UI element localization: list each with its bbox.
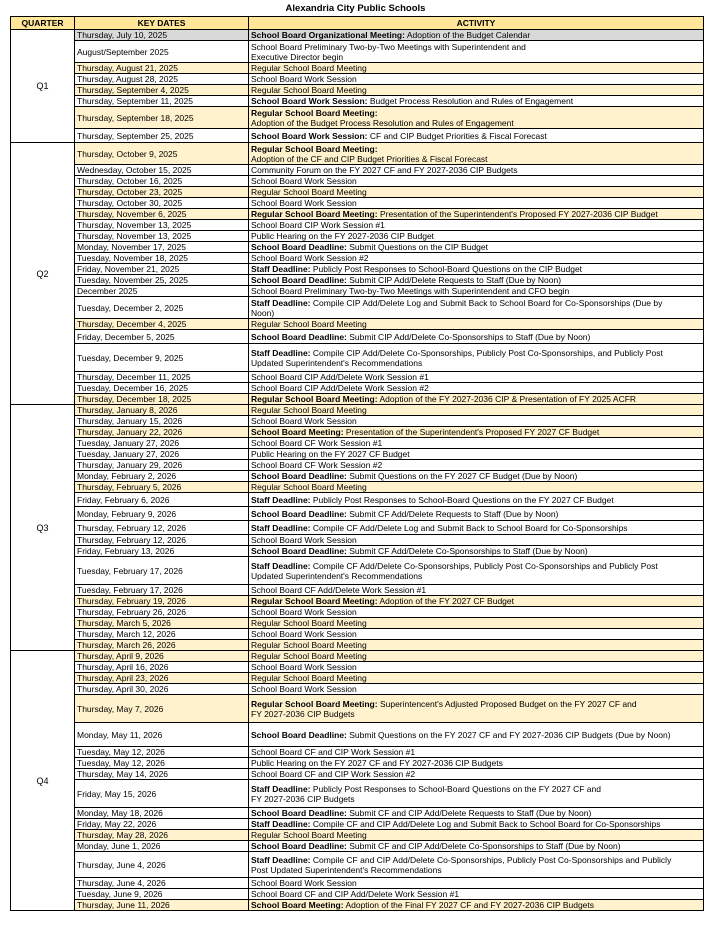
key-date-cell: Thursday, January 15, 2026 — [75, 416, 249, 427]
activity-cell: Regular School Board Meeting: Adoption of the CF and CIP Budget Priorities & Fiscal Forecast — [249, 143, 704, 165]
activity-cell: Regular School Board Meeting — [249, 63, 704, 74]
activity-cell: School Board CF Work Session #1 — [249, 438, 704, 449]
activity-cell: School Board Work Session — [249, 198, 704, 209]
key-date-cell: Monday, June 1, 2026 — [75, 841, 249, 852]
table-row — [11, 673, 704, 684]
key-date-cell: Tuesday, November 18, 2025 — [75, 253, 249, 264]
activity-cell: Staff Deadline: Compile CF and CIP Add/Delete Co-Sponsorships, Publicly Post Co-Sponsorships and Publicly Post Updated Superintendent's Recommendations — [249, 852, 704, 878]
table-row — [11, 780, 704, 808]
key-date-cell: Thursday, October 16, 2025 — [75, 176, 249, 187]
key-date-cell: Thursday, September 25, 2025 — [75, 129, 249, 143]
activity-label: Staff Deadline: — [251, 347, 311, 358]
activity-cell: School Board Deadline: Submit Questions on the FY 2027 CF and FY 2027-2036 CIP Budgets (Due by Noon) — [249, 723, 704, 747]
table-row — [11, 640, 704, 651]
table-row — [11, 830, 704, 841]
activity-label: School Board Deadline: — [251, 242, 347, 252]
table-row — [11, 286, 704, 297]
table-row — [11, 852, 704, 878]
table-row — [11, 416, 704, 427]
activity-cell: Public Hearing on the FY 2027-2036 CIP Budget — [249, 231, 704, 242]
key-date-cell: Tuesday, January 27, 2026 — [75, 449, 249, 460]
activity-label: Regular School Board Meeting: — [251, 143, 378, 154]
table-row — [11, 482, 704, 493]
activity-label: Regular School Board Meeting: — [251, 394, 378, 404]
key-date-cell: Tuesday, February 17, 2026 — [75, 557, 249, 585]
key-date-cell: Thursday, February 5, 2026 — [75, 482, 249, 493]
activity-cell: Regular School Board Meeting: Presentation of the Superintendent's Proposed FY 2027-2036 CIP Budget — [249, 209, 704, 220]
key-date-cell: Thursday, August 21, 2025 — [75, 63, 249, 74]
activity-label: Staff Deadline: — [251, 494, 311, 505]
table-row — [11, 585, 704, 596]
key-date-cell: Monday, May 18, 2026 — [75, 808, 249, 819]
activity-cell: Staff Deadline: Publicly Post Responses to School-Board Questions on the CIP Budget — [249, 264, 704, 275]
quarter-label: Q3 — [11, 405, 75, 651]
activity-cell: School Board Deadline: Submit CIP Add/Delete Requests to Staff (Due by Noon) — [249, 275, 704, 286]
key-date-cell: Friday, February 6, 2026 — [75, 493, 249, 507]
activity-label: Staff Deadline: — [251, 560, 311, 571]
table-row — [11, 900, 704, 911]
table-row — [11, 30, 704, 41]
table-row — [11, 521, 704, 535]
activity-label: Staff Deadline: — [251, 297, 311, 308]
header-quarter: QUARTER — [11, 17, 75, 30]
activity-cell: School Board Meeting: Presentation of the Superintendent's Proposed FY 2027 CF Budget — [249, 427, 704, 438]
key-date-cell: Thursday, March 26, 2026 — [75, 640, 249, 651]
table-row — [11, 143, 704, 165]
table-row — [11, 747, 704, 758]
activity-cell: School Board Work Session: CF and CIP Budget Priorities & Fiscal Forecast — [249, 129, 704, 143]
activity-cell: School Board CF and CIP Add/Delete Work Session #1 — [249, 889, 704, 900]
table-row — [11, 165, 704, 176]
key-date-cell: Thursday, September 4, 2025 — [75, 85, 249, 96]
activity-cell: School Board Work Session — [249, 416, 704, 427]
key-date-cell: Tuesday, May 12, 2026 — [75, 747, 249, 758]
activity-cell: Regular School Board Meeting — [249, 482, 704, 493]
activity-label: School Board Deadline: — [251, 508, 347, 519]
activity-cell: School Board Work Session — [249, 629, 704, 640]
key-date-cell: Thursday, April 30, 2026 — [75, 684, 249, 695]
activity-cell: School Board CF and CIP Work Session #2 — [249, 769, 704, 780]
activity-cell: School Board Meeting: Adoption of the Final FY 2027 CF and FY 2027-2036 CIP Budgets — [249, 900, 704, 911]
table-row — [11, 557, 704, 585]
table-row — [11, 427, 704, 438]
key-date-cell: Thursday, March 12, 2026 — [75, 629, 249, 640]
activity-label: Staff Deadline: — [251, 854, 311, 865]
activity-cell: Public Hearing on the FY 2027 CF and FY 2027-2036 CIP Budgets — [249, 758, 704, 769]
activity-label: School Board Work Session: — [251, 130, 368, 141]
activity-cell: School Board CIP Add/Delete Work Session #1 — [249, 372, 704, 383]
table-row — [11, 438, 704, 449]
activity-cell: Regular School Board Meeting — [249, 618, 704, 629]
table-row — [11, 405, 704, 416]
table-row — [11, 264, 704, 275]
table-row — [11, 231, 704, 242]
activity-cell: School Board Deadline: Submit CF and CIP Add/Delete Co-Sponsorships to Staff (Due by Noon) — [249, 841, 704, 852]
activity-label: School Board Deadline: — [251, 471, 347, 481]
table-row — [11, 74, 704, 85]
table-row — [11, 275, 704, 286]
table-row — [11, 41, 704, 63]
table-row — [11, 662, 704, 673]
activity-label: Regular School Board Meeting: — [251, 596, 378, 606]
key-date-cell: Thursday, May 7, 2026 — [75, 695, 249, 723]
key-date-cell: Thursday, September 11, 2025 — [75, 96, 249, 107]
key-date-cell: Thursday, October 23, 2025 — [75, 187, 249, 198]
key-date-cell: Thursday, January 8, 2026 — [75, 405, 249, 416]
table-row — [11, 618, 704, 629]
table-row — [11, 383, 704, 394]
activity-label: School Board Deadline: — [251, 841, 347, 851]
key-date-cell: Tuesday, January 27, 2026 — [75, 438, 249, 449]
activity-label: School Board Work Session: — [251, 96, 368, 106]
key-date-cell: Thursday, December 11, 2025 — [75, 372, 249, 383]
table-row — [11, 198, 704, 209]
table-row — [11, 330, 704, 344]
activity-cell: School Board Work Session — [249, 878, 704, 889]
table-row — [11, 63, 704, 74]
activity-cell: Staff Deadline: Publicly Post Responses to School-Board Questions on the FY 2027 CF and FY 2027-2036 CIP Budgets — [249, 780, 704, 808]
table-row — [11, 96, 704, 107]
activity-cell: Regular School Board Meeting: Adoption of the FY 2027 CF Budget — [249, 596, 704, 607]
table-row — [11, 460, 704, 471]
quarter-label: Q4 — [11, 651, 75, 911]
key-date-cell: Thursday, March 5, 2026 — [75, 618, 249, 629]
table-row — [11, 394, 704, 405]
activity-cell: School Board Preliminary Two-by-Two Meetings with Superintendent and Executive Director begin — [249, 41, 704, 63]
key-date-cell: Thursday, December 4, 2025 — [75, 319, 249, 330]
table-row — [11, 819, 704, 830]
key-date-cell: December 2025 — [75, 286, 249, 297]
key-date-cell: Thursday, October 30, 2025 — [75, 198, 249, 209]
table-row — [11, 107, 704, 129]
activity-cell: School Board Deadline: Submit CIP Add/Delete Co-Sponsorships to Staff (Due by Noon) — [249, 330, 704, 344]
activity-cell: Regular School Board Meeting — [249, 319, 704, 330]
activity-cell: Regular School Board Meeting — [249, 651, 704, 662]
key-date-cell: Monday, February 9, 2026 — [75, 507, 249, 521]
activity-label: School Board Deadline: — [251, 331, 347, 342]
key-date-cell: Tuesday, December 16, 2025 — [75, 383, 249, 394]
header-key-dates: KEY DATES — [75, 17, 249, 30]
key-date-cell: Monday, November 17, 2025 — [75, 242, 249, 253]
table-row — [11, 841, 704, 852]
activity-cell: School Board Work Session — [249, 662, 704, 673]
table-row — [11, 209, 704, 220]
key-date-cell: Thursday, April 23, 2026 — [75, 673, 249, 684]
activity-cell: Community Forum on the FY 2027 CF and FY 2027-2036 CIP Budgets — [249, 165, 704, 176]
table-body — [11, 30, 704, 911]
activity-cell: Staff Deadline: Compile CIP Add/Delete Log and Submit Back to School Board for Co-Sponsorships (Due by Noon) — [249, 297, 704, 319]
activity-label: Staff Deadline: — [251, 783, 311, 794]
table-row — [11, 507, 704, 521]
table-row — [11, 297, 704, 319]
key-date-cell: Tuesday, December 2, 2025 — [75, 297, 249, 319]
activity-cell: School Board CIP Add/Delete Work Session #2 — [249, 383, 704, 394]
activity-cell: Regular School Board Meeting — [249, 85, 704, 96]
key-date-cell: Thursday, September 18, 2025 — [75, 107, 249, 129]
key-date-cell: Tuesday, May 12, 2026 — [75, 758, 249, 769]
table-row — [11, 253, 704, 264]
key-date-cell: Thursday, January 22, 2026 — [75, 427, 249, 438]
key-date-cell: Friday, November 21, 2025 — [75, 264, 249, 275]
activity-cell: Regular School Board Meeting: Superintencent's Adjusted Proposed Budget on the FY 2027 CF and FY 2027-2036 CIP Budgets — [249, 695, 704, 723]
header-activity: ACTIVITY — [249, 17, 704, 30]
activity-cell: School Board Work Session — [249, 74, 704, 85]
key-dates-table — [10, 16, 704, 911]
table-row — [11, 242, 704, 253]
activity-cell: Regular School Board Meeting: Adoption of the FY 2027-2036 CIP & Presentation of FY 2025 ACFR — [249, 394, 704, 405]
activity-cell: School Board Work Session: Budget Process Resolution and Rules of Engagement — [249, 96, 704, 107]
activity-cell: Staff Deadline: Compile CIP Add/Delete Co-Sponsorships, Publicly Post Co-Sponsorships, and Publicly Post Updated Superintendent's Recommendations — [249, 344, 704, 372]
table-row — [11, 449, 704, 460]
activity-cell: Regular School Board Meeting: Adoption of the Budget Process Resolution and Rules of Engagement — [249, 107, 704, 129]
table-row — [11, 319, 704, 330]
activity-cell: Staff Deadline: Compile CF Add/Delete Log and Submit Back to School Board for Co-Sponsorships — [249, 521, 704, 535]
activity-label: School Board Deadline: — [251, 729, 347, 740]
key-date-cell: Thursday, April 16, 2026 — [75, 662, 249, 673]
key-date-cell: Monday, May 11, 2026 — [75, 723, 249, 747]
activity-cell: School Board Deadline: Submit CF Add/Delete Co-Sponsorships to Staff (Due by Noon) — [249, 546, 704, 557]
quarter-label: Q2 — [11, 143, 75, 405]
table-row — [11, 889, 704, 900]
activity-cell: Regular School Board Meeting — [249, 640, 704, 651]
activity-cell: School Board Work Session — [249, 176, 704, 187]
activity-cell: School Board Preliminary Two-by-Two Meetings with Superintendent and CFO begin — [249, 286, 704, 297]
key-date-cell: Tuesday, February 17, 2026 — [75, 585, 249, 596]
header-row — [11, 17, 704, 30]
activity-cell: School Board CF Work Session #2 — [249, 460, 704, 471]
activity-cell: School Board Deadline: Submit CF and CIP Add/Delete Requests to Staff (Due by Noon) — [249, 808, 704, 819]
table-row — [11, 372, 704, 383]
key-date-cell: Thursday, April 9, 2026 — [75, 651, 249, 662]
key-date-cell: Thursday, June 11, 2026 — [75, 900, 249, 911]
key-date-cell: Monday, February 2, 2026 — [75, 471, 249, 482]
key-date-cell: Tuesday, November 25, 2025 — [75, 275, 249, 286]
table-row — [11, 878, 704, 889]
key-date-cell: Friday, February 13, 2026 — [75, 546, 249, 557]
table-row — [11, 220, 704, 231]
key-date-cell: Thursday, January 29, 2026 — [75, 460, 249, 471]
activity-label: Staff Deadline: — [251, 819, 311, 829]
activity-label: Staff Deadline: — [251, 264, 311, 274]
table-row — [11, 651, 704, 662]
activity-label: School Board Deadline: — [251, 808, 347, 818]
page-title: Alexandria City Public Schools — [285, 3, 426, 14]
activity-cell: Regular School Board Meeting — [249, 830, 704, 841]
activity-cell: Regular School Board Meeting — [249, 405, 704, 416]
activity-label: Regular School Board Meeting: — [251, 107, 378, 118]
quarter-label: Q1 — [11, 30, 75, 143]
activity-cell: School Board CF and CIP Work Session #1 — [249, 747, 704, 758]
key-date-cell: Thursday, November 6, 2025 — [75, 209, 249, 220]
table-row — [11, 176, 704, 187]
table-row — [11, 629, 704, 640]
table-row — [11, 493, 704, 507]
key-date-cell: Thursday, June 4, 2026 — [75, 852, 249, 878]
activity-cell: School Board Work Session — [249, 535, 704, 546]
activity-cell: Regular School Board Meeting — [249, 673, 704, 684]
activity-label: Staff Deadline: — [251, 522, 311, 533]
key-date-cell: Thursday, February 19, 2026 — [75, 596, 249, 607]
key-date-cell: Tuesday, December 9, 2025 — [75, 344, 249, 372]
table-row — [11, 723, 704, 747]
table-row — [11, 129, 704, 143]
activity-cell: School Board Work Session — [249, 607, 704, 618]
table-row — [11, 695, 704, 723]
table-row — [11, 758, 704, 769]
key-date-cell: Thursday, December 18, 2025 — [75, 394, 249, 405]
activity-cell: School Board Deadline: Submit Questions on the CIP Budget — [249, 242, 704, 253]
key-date-cell: Friday, December 5, 2025 — [75, 330, 249, 344]
activity-label: School Board Organizational Meeting: — [251, 30, 405, 40]
activity-cell: School Board Deadline: Submit CF Add/Delete Requests to Staff (Due by Noon) — [249, 507, 704, 521]
activity-cell: Regular School Board Meeting — [249, 187, 704, 198]
activity-cell: School Board CF Add/Delete Work Session #1 — [249, 585, 704, 596]
activity-label: School Board Meeting: — [251, 427, 344, 437]
table-row — [11, 769, 704, 780]
key-date-cell: Thursday, June 4, 2026 — [75, 878, 249, 889]
activity-label: School Board Deadline: — [251, 546, 347, 556]
key-date-cell: Thursday, August 28, 2025 — [75, 74, 249, 85]
key-date-cell: Thursday, February 12, 2026 — [75, 535, 249, 546]
table-row — [11, 471, 704, 482]
key-date-cell: Friday, May 22, 2026 — [75, 819, 249, 830]
table-row — [11, 684, 704, 695]
activity-cell: School Board Work Session #2 — [249, 253, 704, 264]
key-date-cell: August/September 2025 — [75, 41, 249, 63]
activity-cell: Staff Deadline: Compile CF Add/Delete Co-Sponsorships, Publicly Post Co-Sponsorships and Publicly Post Updated Superintendent's Recommendations — [249, 557, 704, 585]
activity-cell: Staff Deadline: Publicly Post Responses to School-Board Questions on the FY 2027 CF Budget — [249, 493, 704, 507]
activity-cell: Staff Deadline: Compile CF and CIP Add/Delete Log and Submit Back to School Board for Co-Sponsorships — [249, 819, 704, 830]
activity-cell: School Board CIP Work Session #1 — [249, 220, 704, 231]
activity-cell: School Board Work Session — [249, 684, 704, 695]
key-date-cell: Thursday, February 26, 2026 — [75, 607, 249, 618]
table-row — [11, 546, 704, 557]
key-date-cell: Thursday, November 13, 2025 — [75, 220, 249, 231]
key-date-cell: Thursday, May 14, 2026 — [75, 769, 249, 780]
key-date-cell: Friday, May 15, 2026 — [75, 780, 249, 808]
table-row — [11, 596, 704, 607]
key-date-cell: Wednesday, October 15, 2025 — [75, 165, 249, 176]
table-row — [11, 808, 704, 819]
table-row — [11, 607, 704, 618]
key-date-cell: Thursday, October 9, 2025 — [75, 143, 249, 165]
table-row — [11, 535, 704, 546]
activity-label: School Board Meeting: — [251, 900, 344, 910]
activity-label: Regular School Board Meeting: — [251, 698, 378, 709]
key-date-cell: Thursday, November 13, 2025 — [75, 231, 249, 242]
table-row — [11, 85, 704, 96]
table-row — [11, 187, 704, 198]
activity-cell: School Board Organizational Meeting: Adoption of the Budget Calendar — [249, 30, 704, 41]
key-date-cell: Thursday, July 10, 2025 — [75, 30, 249, 41]
activity-label: School Board Deadline: — [251, 275, 347, 285]
key-date-cell: Thursday, February 12, 2026 — [75, 521, 249, 535]
activity-cell: School Board Deadline: Submit Questions on the FY 2027 CF Budget (Due by Noon) — [249, 471, 704, 482]
key-date-cell: Tuesday, June 9, 2026 — [75, 889, 249, 900]
activity-cell: Public Hearing on the FY 2027 CF Budget — [249, 449, 704, 460]
table-row — [11, 344, 704, 372]
activity-label: Regular School Board Meeting: — [251, 209, 378, 219]
key-date-cell: Thursday, May 28, 2026 — [75, 830, 249, 841]
